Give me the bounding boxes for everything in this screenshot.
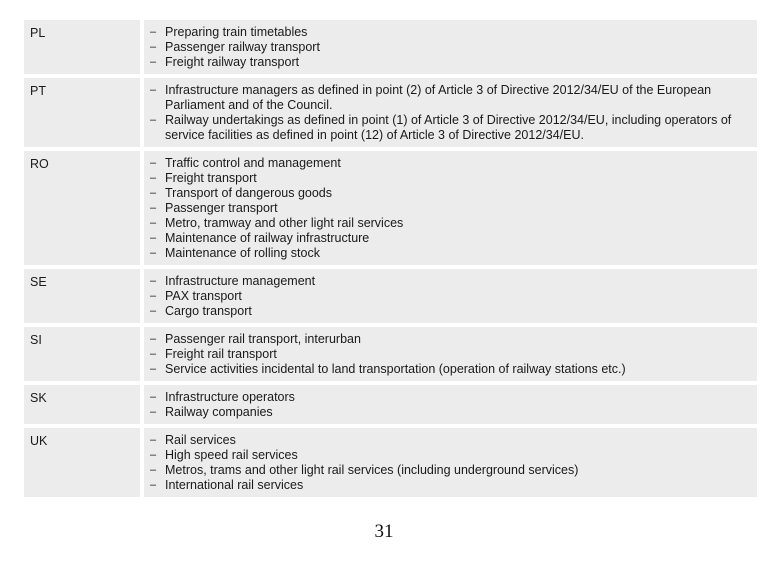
list-item <box>150 156 749 171</box>
table-row <box>24 20 757 74</box>
sector-list <box>144 428 757 497</box>
dash-bullet: – <box>150 449 157 461</box>
list-item-text: Rail services <box>165 433 236 447</box>
list-item-text: Railway undertakings as defined in point (1) of Article 3 of Directive 2012/34/EU, including operators of service facilities as defined in point (12) of Article 3 of Directive 2012/34/EU. <box>165 113 732 142</box>
list-item <box>150 289 749 304</box>
list-item-text: Freight transport <box>165 171 257 185</box>
list-item-text: Freight railway transport <box>165 55 300 69</box>
dash-bullet: – <box>150 202 157 214</box>
dash-bullet: – <box>150 406 157 418</box>
dash-bullet: – <box>150 290 157 302</box>
list-item-text: Service activities incidental to land transportation (operation of railway stations etc.) <box>165 362 626 376</box>
list-item <box>150 478 749 493</box>
dash-bullet: – <box>150 333 157 345</box>
country-code: UK <box>24 428 140 497</box>
list-item-text: Passenger railway transport <box>165 40 320 54</box>
sector-table <box>24 20 757 497</box>
list-item-text: Infrastructure managers as defined in point (2) of Article 3 of Directive 2012/34/EU of the European Parliament and of the Council. <box>165 83 712 112</box>
list-item <box>150 433 749 448</box>
country-code: PL <box>24 20 140 74</box>
dash-bullet: – <box>150 247 157 259</box>
dash-bullet: – <box>150 305 157 317</box>
list-item <box>150 448 749 463</box>
dash-bullet: – <box>150 232 157 244</box>
list-item-text: PAX transport <box>165 289 242 303</box>
dash-bullet: – <box>150 434 157 446</box>
list-item-text: Freight rail transport <box>165 347 277 361</box>
table-row <box>24 385 757 424</box>
list-item-text: Infrastructure operators <box>165 390 295 404</box>
list-item <box>150 304 749 319</box>
table-row <box>24 428 757 497</box>
list-item-text: Maintenance of railway infrastructure <box>165 231 370 245</box>
country-code: SI <box>24 327 140 381</box>
list-item <box>150 246 749 261</box>
list-item <box>150 201 749 216</box>
list-item-text: High speed rail services <box>165 448 298 462</box>
list-item-text: International rail services <box>165 478 304 492</box>
country-code: PT <box>24 78 140 147</box>
page-number: 31 <box>374 521 394 542</box>
sector-list <box>144 327 757 381</box>
list-item <box>150 274 749 289</box>
list-item <box>150 463 749 478</box>
dash-bullet: – <box>150 157 157 169</box>
list-item <box>150 186 749 201</box>
dash-bullet: – <box>150 464 157 476</box>
dash-bullet: – <box>150 391 157 403</box>
dash-bullet: – <box>150 26 157 38</box>
list-item <box>150 405 749 420</box>
table-row <box>24 269 757 323</box>
list-item-text: Metros, trams and other light rail services (including underground services) <box>165 463 579 477</box>
sector-list <box>144 269 757 323</box>
list-item <box>150 113 749 143</box>
table-row <box>24 327 757 381</box>
table-row <box>24 78 757 147</box>
list-item <box>150 390 749 405</box>
sector-list <box>144 151 757 265</box>
list-item <box>150 362 749 377</box>
list-item-text: Transport of dangerous goods <box>165 186 333 200</box>
list-item-text: Preparing train timetables <box>165 25 308 39</box>
country-code: RO <box>24 151 140 265</box>
country-code: SK <box>24 385 140 424</box>
dash-bullet: – <box>150 479 157 491</box>
sector-list <box>144 78 757 147</box>
dash-bullet: – <box>150 275 157 287</box>
list-item-text: Railway companies <box>165 405 273 419</box>
table-row <box>24 151 757 265</box>
dash-bullet: – <box>150 363 157 375</box>
dash-bullet: – <box>150 172 157 184</box>
list-item-text: Passenger transport <box>165 201 278 215</box>
list-item-text: Infrastructure management <box>165 274 316 288</box>
dash-bullet: – <box>150 41 157 53</box>
dash-bullet: – <box>150 56 157 68</box>
dash-bullet: – <box>150 84 157 96</box>
list-item-text: Maintenance of rolling stock <box>165 246 320 260</box>
list-item <box>150 332 749 347</box>
list-item <box>150 25 749 40</box>
list-item-text: Metro, tramway and other light rail services <box>165 216 404 230</box>
list-item <box>150 40 749 55</box>
list-item <box>150 231 749 246</box>
list-item <box>150 83 749 113</box>
dash-bullet: – <box>150 348 157 360</box>
list-item <box>150 347 749 362</box>
list-item <box>150 55 749 70</box>
list-item-text: Cargo transport <box>165 304 252 318</box>
dash-bullet: – <box>150 114 157 126</box>
dash-bullet: – <box>150 217 157 229</box>
country-code: SE <box>24 269 140 323</box>
list-item-text: Traffic control and management <box>165 156 341 170</box>
list-item-text: Passenger rail transport, interurban <box>165 332 361 346</box>
sector-list <box>144 20 757 74</box>
dash-bullet: – <box>150 187 157 199</box>
list-item <box>150 171 749 186</box>
list-item <box>150 216 749 231</box>
sector-list <box>144 385 757 424</box>
